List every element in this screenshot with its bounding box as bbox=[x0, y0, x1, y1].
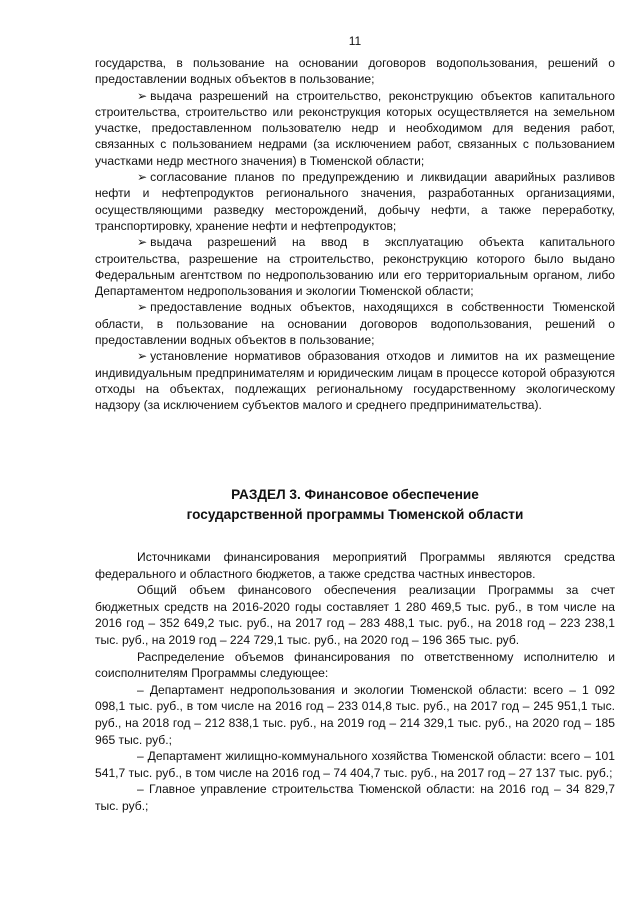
arrow-bullet-icon: ➢ bbox=[137, 349, 148, 364]
page-number: 11 bbox=[348, 34, 362, 48]
bullet-text: предоставление водных объектов, находящихся в собственности Тюменской области, в пользование на основании договоров водопользования, решений о предоставлении водных объектов в пользование; bbox=[95, 300, 615, 348]
paragraph-text: государства, в пользование на основании договоров водопользования, решений о предоставлении водных объектов в пользование; bbox=[95, 56, 615, 87]
dash-item-text: Департамент недропользования и экологии Тюменской области: всего – 1 092 098,1 тыс. руб., в том числе на 2016 год – 233 014,8 тыс. руб., на 2017 год – 245 951,1 тыс. руб., на 2018 год – 212 838,1 тыс. руб., на 2019 год – 214 329,1 тыс. руб., на 2020 год – 185 965 тыс. руб.; bbox=[95, 682, 615, 747]
funding-dash-item bbox=[95, 748, 615, 781]
dash-item-text: Главное управление строительства Тюменской области: на 2016 год – 34 829,7 тыс. руб.; bbox=[95, 782, 615, 813]
bullet-item bbox=[95, 299, 615, 348]
funding-paragraph bbox=[95, 549, 615, 582]
arrow-bullet-icon: ➢ bbox=[137, 88, 148, 103]
paragraph-text: Распределение объемов финансирования по ответственному исполнителю и соисполнителям Программы следующее: bbox=[95, 649, 615, 681]
funding-paragraph bbox=[95, 582, 615, 648]
funding-paragraph bbox=[95, 649, 615, 682]
funding-dash-item bbox=[95, 781, 615, 814]
arrow-bullet-icon: ➢ bbox=[137, 170, 148, 185]
bullet-text: установление нормативов образования отходов и лимитов на их размещение индивидуальным предпринимателям и юридическим лицам в процессе которой образуются отходы на объектах, подлежащих региональному государственному экологическому надзору (за исключением субъектов малого и среднего предпринимательства). bbox=[95, 349, 615, 413]
funding-section bbox=[95, 549, 615, 815]
funding-dash-item bbox=[95, 682, 615, 748]
bullet-text: выдача разрешений на строительство, реконструкцию объектов капитального строительства, строительство или реконструкция которых осуществляется на земельном участке, предоставленном пользователю недр и необходимом для ведения работ, связанных с пользованием недрами (за исключением работ, связанных с пользованием участками недр местного значения) в Тюменской области; bbox=[95, 88, 615, 168]
responsibilities-list bbox=[95, 55, 615, 414]
paragraph-text: Общий объем финансового обеспечения реализации Программы за счет бюджетных средств на 2016-2020 годы составляет 1 280 469,5 тыс. руб., в том числе на 2016 год – 352 649,2 тыс. руб., на 2017 год – 283 488,1 тыс. руб., на 2018 год – 223 238,1 тыс. руб., на 2019 год – 224 729,1 тыс. руб., на 2020 год – 196 365 тыс. руб. bbox=[95, 583, 615, 647]
paragraph-text: Источниками финансирования мероприятий Программы являются средства федерального и областного бюджетов, а также средства частных инвесторов. bbox=[95, 550, 615, 581]
section-heading-line-1: РАЗДЕЛ 3. Финансовое обеспечение bbox=[231, 487, 479, 502]
section-heading bbox=[95, 485, 615, 525]
dash-mark: – bbox=[137, 749, 144, 764]
arrow-bullet-icon: ➢ bbox=[137, 235, 148, 250]
bullet-text: согласование планов по предупреждению и ликвидации аварийных разливов нефти и нефтепродуктов регионального значения, разработанных организациями, осуществляющими разведку месторождений, добычу нефти, а также переработку, транспортировку, хранение нефти и нефтепродуктов; bbox=[95, 170, 615, 233]
bullet-item bbox=[95, 88, 615, 169]
arrow-bullet-icon: ➢ bbox=[137, 300, 148, 315]
bullet-item bbox=[95, 348, 615, 413]
paragraph-continuation bbox=[95, 55, 615, 88]
section-heading-line-2: государственной программы Тюменской области bbox=[186, 507, 524, 522]
bullet-text: выдача разрешений на ввод в эксплуатацию объекта капитального строительства, разрешение на строительство, реконструкцию которого было выдано Федеральным агентством по недропользованию или его территориальным органом, либо Департаментом недропользования и экологии Тюменской области; bbox=[95, 235, 615, 299]
bullet-item bbox=[95, 169, 615, 234]
bullet-item bbox=[95, 234, 615, 299]
dash-item-text: Департамент жилищно-коммунального хозяйства Тюменской области: всего – 101 541,7 тыс. руб., в том числе на 2016 год – 74 404,7 тыс. руб., на 2017 год – 27 137 тыс. руб.; bbox=[95, 749, 615, 780]
dash-mark: – bbox=[137, 782, 144, 797]
dash-mark: – bbox=[137, 682, 144, 697]
